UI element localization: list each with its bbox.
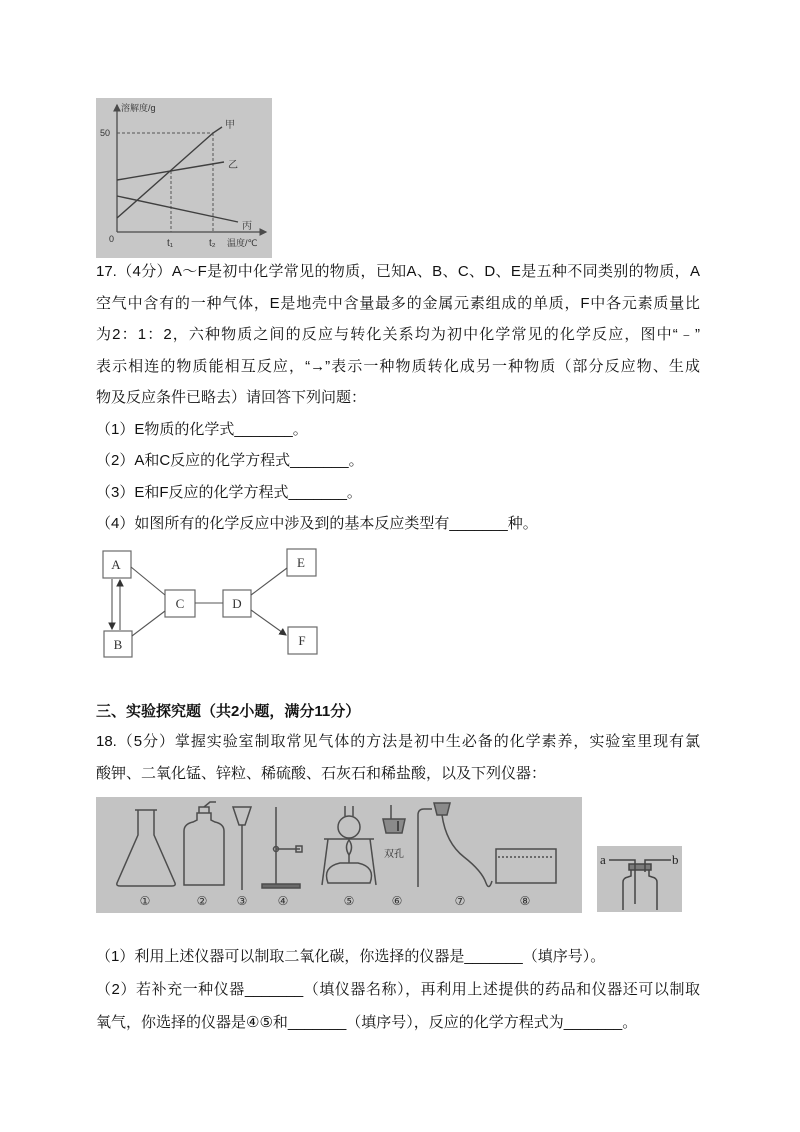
apparatus-number-6: ⑥	[391, 894, 403, 908]
question-18-intro	[96, 726, 700, 790]
reaction-relationship-diagram	[96, 540, 326, 665]
bottle-background	[597, 846, 682, 912]
curve-label-jia: 甲	[225, 120, 235, 131]
figure-background	[96, 98, 272, 258]
apparatus-number-7: ⑦	[454, 894, 466, 908]
apparatus-number-8: ⑧	[519, 894, 531, 908]
node-label-b: B	[113, 637, 123, 652]
question-17	[96, 256, 700, 540]
q17-line-5: 物及反应条件已略去）请回答下列问题：	[96, 389, 367, 406]
q17-sub-question-4: （4）如图所有的化学反应中涉及到的基本反应类型有_______种。	[96, 515, 538, 532]
q17-line-3: 为2：1：2，六种物质之间的反应与转化关系均为初中化学常见的化学反应，图中“﹣”	[96, 326, 700, 343]
stopper-label: 双孔	[384, 849, 404, 860]
q17-sub-question-3: （3）E和F反应的化学方程式_______。	[96, 483, 362, 501]
gas-bottle-figure	[597, 846, 682, 912]
y-tick-label: 50	[100, 128, 111, 138]
solubility-curve-figure	[96, 98, 272, 258]
node-label-c: C	[175, 596, 185, 611]
section-heading	[96, 696, 700, 728]
link-a-c	[131, 567, 165, 595]
section-3-title: 三、实验探究题（共2小题，满分11分）	[96, 703, 361, 720]
node-label-a: A	[111, 557, 121, 572]
origin-label: 0	[109, 234, 115, 244]
q18-sub-question-2-cont: 氧气，你选择的仪器是④⑤和_______（填序号），反应的化学方程式为_______。	[96, 1014, 638, 1031]
q18-sub-question-2: （2）若补充一种仪器_______（填仪器名称），再利用上述提供的药品和仪器还可以制取	[96, 981, 700, 998]
curve-label-bing: 丙	[242, 221, 252, 232]
node-label-f: F	[298, 633, 306, 648]
q17-line-2: 空气中含有的一种气体，E是地壳中含量最多的金属元素组成的单质，F中各元素质量比	[96, 294, 700, 312]
apparatus-number-1: ①	[139, 894, 151, 908]
apparatus-number-4: ④	[277, 894, 289, 908]
question-18-sub-questions	[96, 940, 700, 1039]
port-b-label: b	[672, 852, 679, 867]
x-tick-t1: t₁	[167, 238, 174, 249]
link-b-c	[132, 611, 165, 636]
q17-line-4: 表示相连的物质能相互反应，“→”表示一种物质转化成另一种物质（部分反应物、生成	[96, 357, 700, 375]
apparatus-background	[96, 797, 582, 913]
link-d-e	[251, 568, 287, 595]
q17-sub-question-1: （1）E物质的化学式_______。	[96, 420, 308, 438]
node-label-e: E	[297, 555, 305, 570]
bottle-stopper	[629, 864, 651, 870]
x-tick-t2: t₂	[209, 238, 216, 249]
q17-sub-question-2: （2）A和C反应的化学方程式_______。	[96, 452, 364, 469]
apparatus-number-3: ③	[236, 894, 248, 908]
port-a-label: a	[600, 852, 606, 867]
node-label-d: D	[232, 596, 242, 611]
q18-intro-line-2: 酸钾、二氧化锰、锌粒、稀硫酸、石灰石和稀盐酸，以及下列仪器：	[96, 765, 547, 782]
y-axis-label: 溶解度/g	[121, 103, 156, 113]
q17-line-1: 17.（4分）A～F是初中化学常见的物质，已知A、B、C、D、E是五种不同类别的物质，A	[96, 263, 700, 280]
lab-apparatus-figure	[96, 797, 582, 913]
q18-sub-question-1: （1）利用上述仪器可以制取二氧化碳，你选择的仪器是_______（填序号）。	[96, 948, 606, 965]
curve-label-yi: 乙	[228, 160, 238, 171]
x-axis-label: 温度/℃	[227, 238, 258, 248]
arrow-d-to-f	[251, 610, 286, 635]
apparatus-number-2: ②	[196, 894, 208, 908]
q18-intro-line-1: 18.（5分）掌握实验室制取常见气体的方法是初中生必备的化学素养，实验室里现有氯	[96, 733, 700, 750]
apparatus-number-5: ⑤	[343, 894, 355, 908]
